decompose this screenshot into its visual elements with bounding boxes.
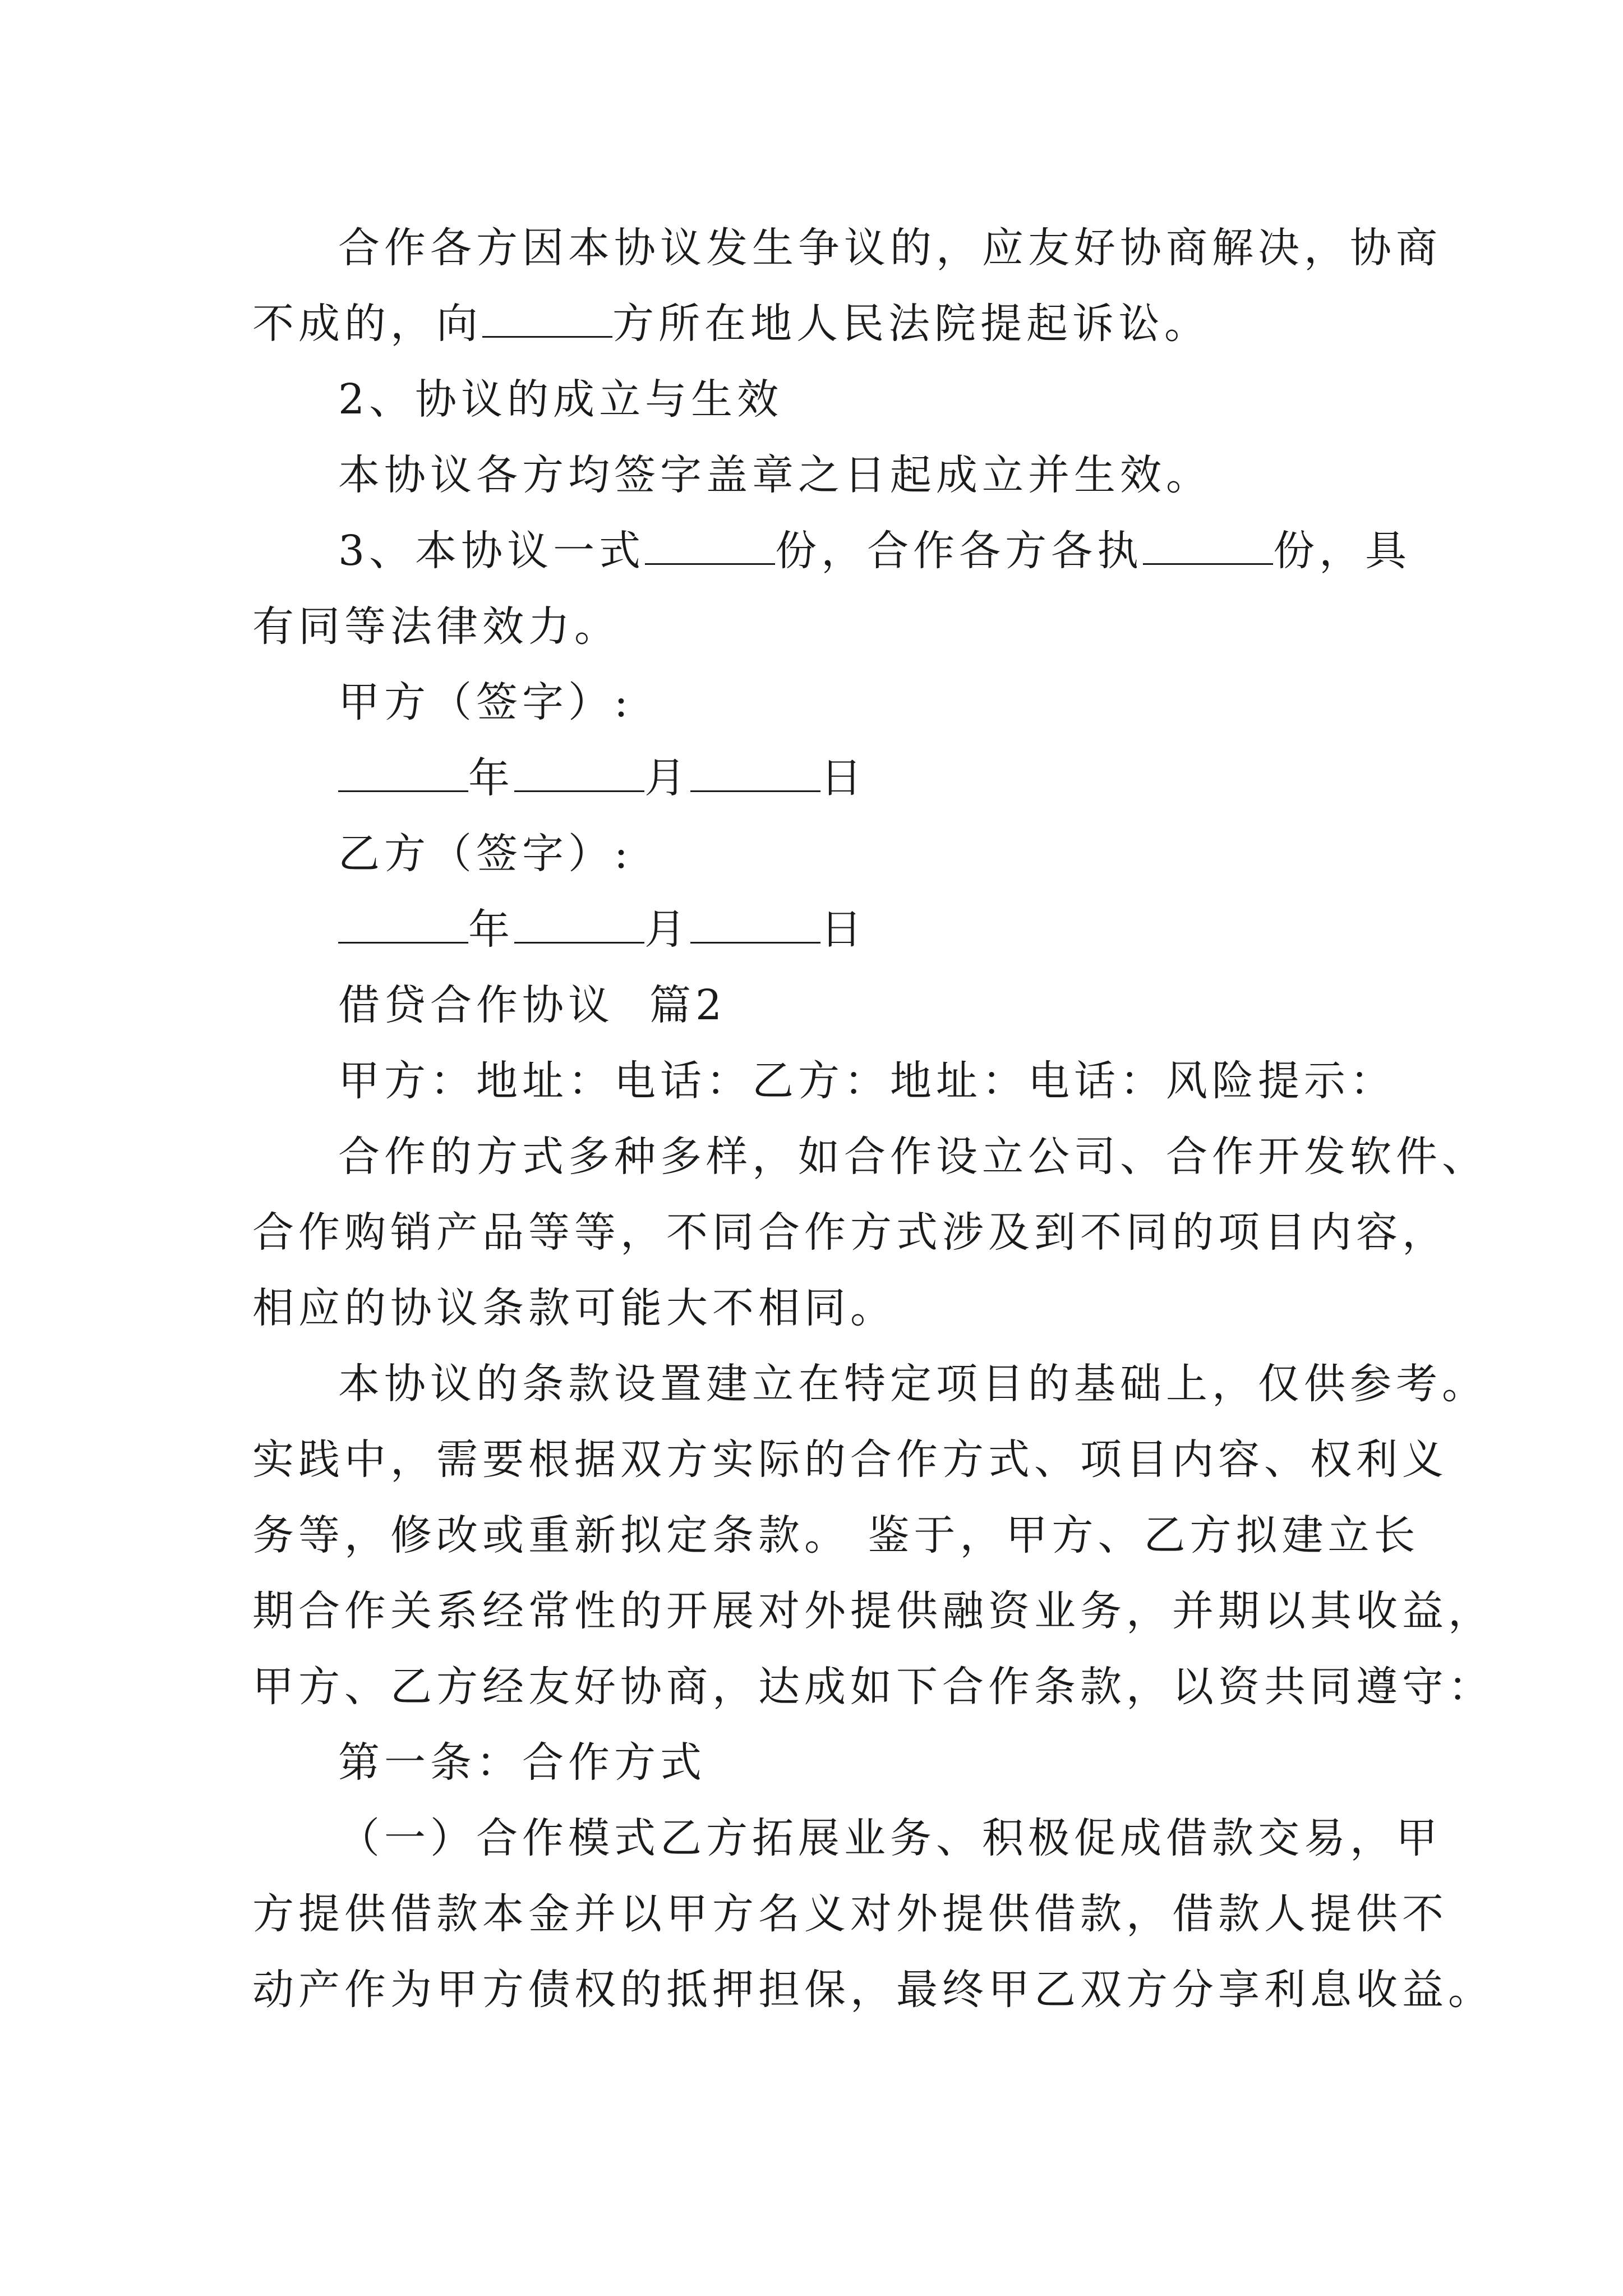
risk-paragraph-line-2: 合作购销产品等等，不同合作方式涉及到不同的项目内容， (252, 1208, 1448, 1257)
signature-party-b: 乙方（签字）: (338, 830, 633, 878)
recital-line-4: 期合作关系经常性的开展对外提供融资业务，并期以其收益， (252, 1587, 1494, 1635)
blank-day (690, 903, 820, 944)
clause-3-line-2: 有同等法律效力。 (252, 602, 620, 651)
recital-line-5: 甲方、乙方经友好协商，达成如下合作条款，以资共同遵守： (252, 1663, 1494, 1711)
text-segment: 份，具 (1273, 527, 1412, 575)
risk-paragraph-line-1: 合作的方式多种多样，如合作设立公司、合作开发软件、 (338, 1133, 1488, 1181)
text-segment: 日 (820, 754, 866, 802)
blank-year (338, 903, 468, 944)
article-1-line-1: （一）合作模式乙方拓展业务、积极促成借款交易，甲 (338, 1814, 1442, 1862)
paragraph-dispute-line-2 (252, 296, 1374, 352)
blank-month (514, 903, 644, 944)
date-line-party-a (338, 750, 1460, 806)
text-segment: 3、本协议一式 (338, 527, 645, 575)
blank-year (338, 751, 468, 792)
blank-month (514, 751, 644, 792)
recital-line-1: 本协议的条款设置建立在特定项目的基础上，仅供参考。 (338, 1360, 1488, 1408)
text-segment: 年 (468, 905, 514, 954)
text-segment: 月 (644, 905, 690, 954)
recital-line-2: 实践中，需要根据双方实际的合作方式、项目内容、权利义 (252, 1435, 1448, 1484)
blank-copies-each (1143, 524, 1273, 565)
article-1-line-3: 动产作为甲方债权的抵押担保，最终甲乙双方分享利息收益。 (252, 1966, 1494, 2014)
risk-paragraph-line-3: 相应的协议条款可能大不相同。 (252, 1284, 896, 1332)
parties-line: 甲方：地址：电话：乙方：地址：电话：风险提示： (338, 1057, 1396, 1105)
text-segment: 方所在地人民法院提起诉讼。 (612, 300, 1210, 348)
clause-3-line-1 (338, 523, 1460, 579)
date-line-party-b (338, 901, 1460, 958)
text-segment: 份，合作各方各执 (775, 527, 1144, 575)
text-segment: 年 (468, 754, 514, 802)
article-1-line-2: 方提供借款本金并以甲方名义对外提供借款，借款人提供不 (252, 1890, 1448, 1938)
section-heading: 借贷合作协议 篇2 (338, 981, 727, 1029)
blank-court-party (482, 297, 612, 338)
signature-party-a: 甲方（签字）: (338, 678, 633, 726)
paragraph-dispute-line-1: 合作各方因本协议发生争议的，应友好协商解决，协商 (338, 224, 1442, 272)
recital-line-3: 务等，修改或重新拟定条款。 鉴于，甲方、乙方拟建立长 (252, 1511, 1420, 1559)
text-segment: 不成的，向 (252, 300, 482, 348)
blank-day (690, 751, 820, 792)
article-1-heading: 第一条：合作方式 (338, 1738, 706, 1787)
text-segment: 日 (820, 905, 866, 954)
clause-2-heading: 2、协议的成立与生效 (338, 375, 783, 424)
blank-copies-total (645, 524, 775, 565)
text-segment: 月 (644, 754, 690, 802)
clause-2-body: 本协议各方均签字盖章之日起成立并生效。 (338, 451, 1212, 499)
